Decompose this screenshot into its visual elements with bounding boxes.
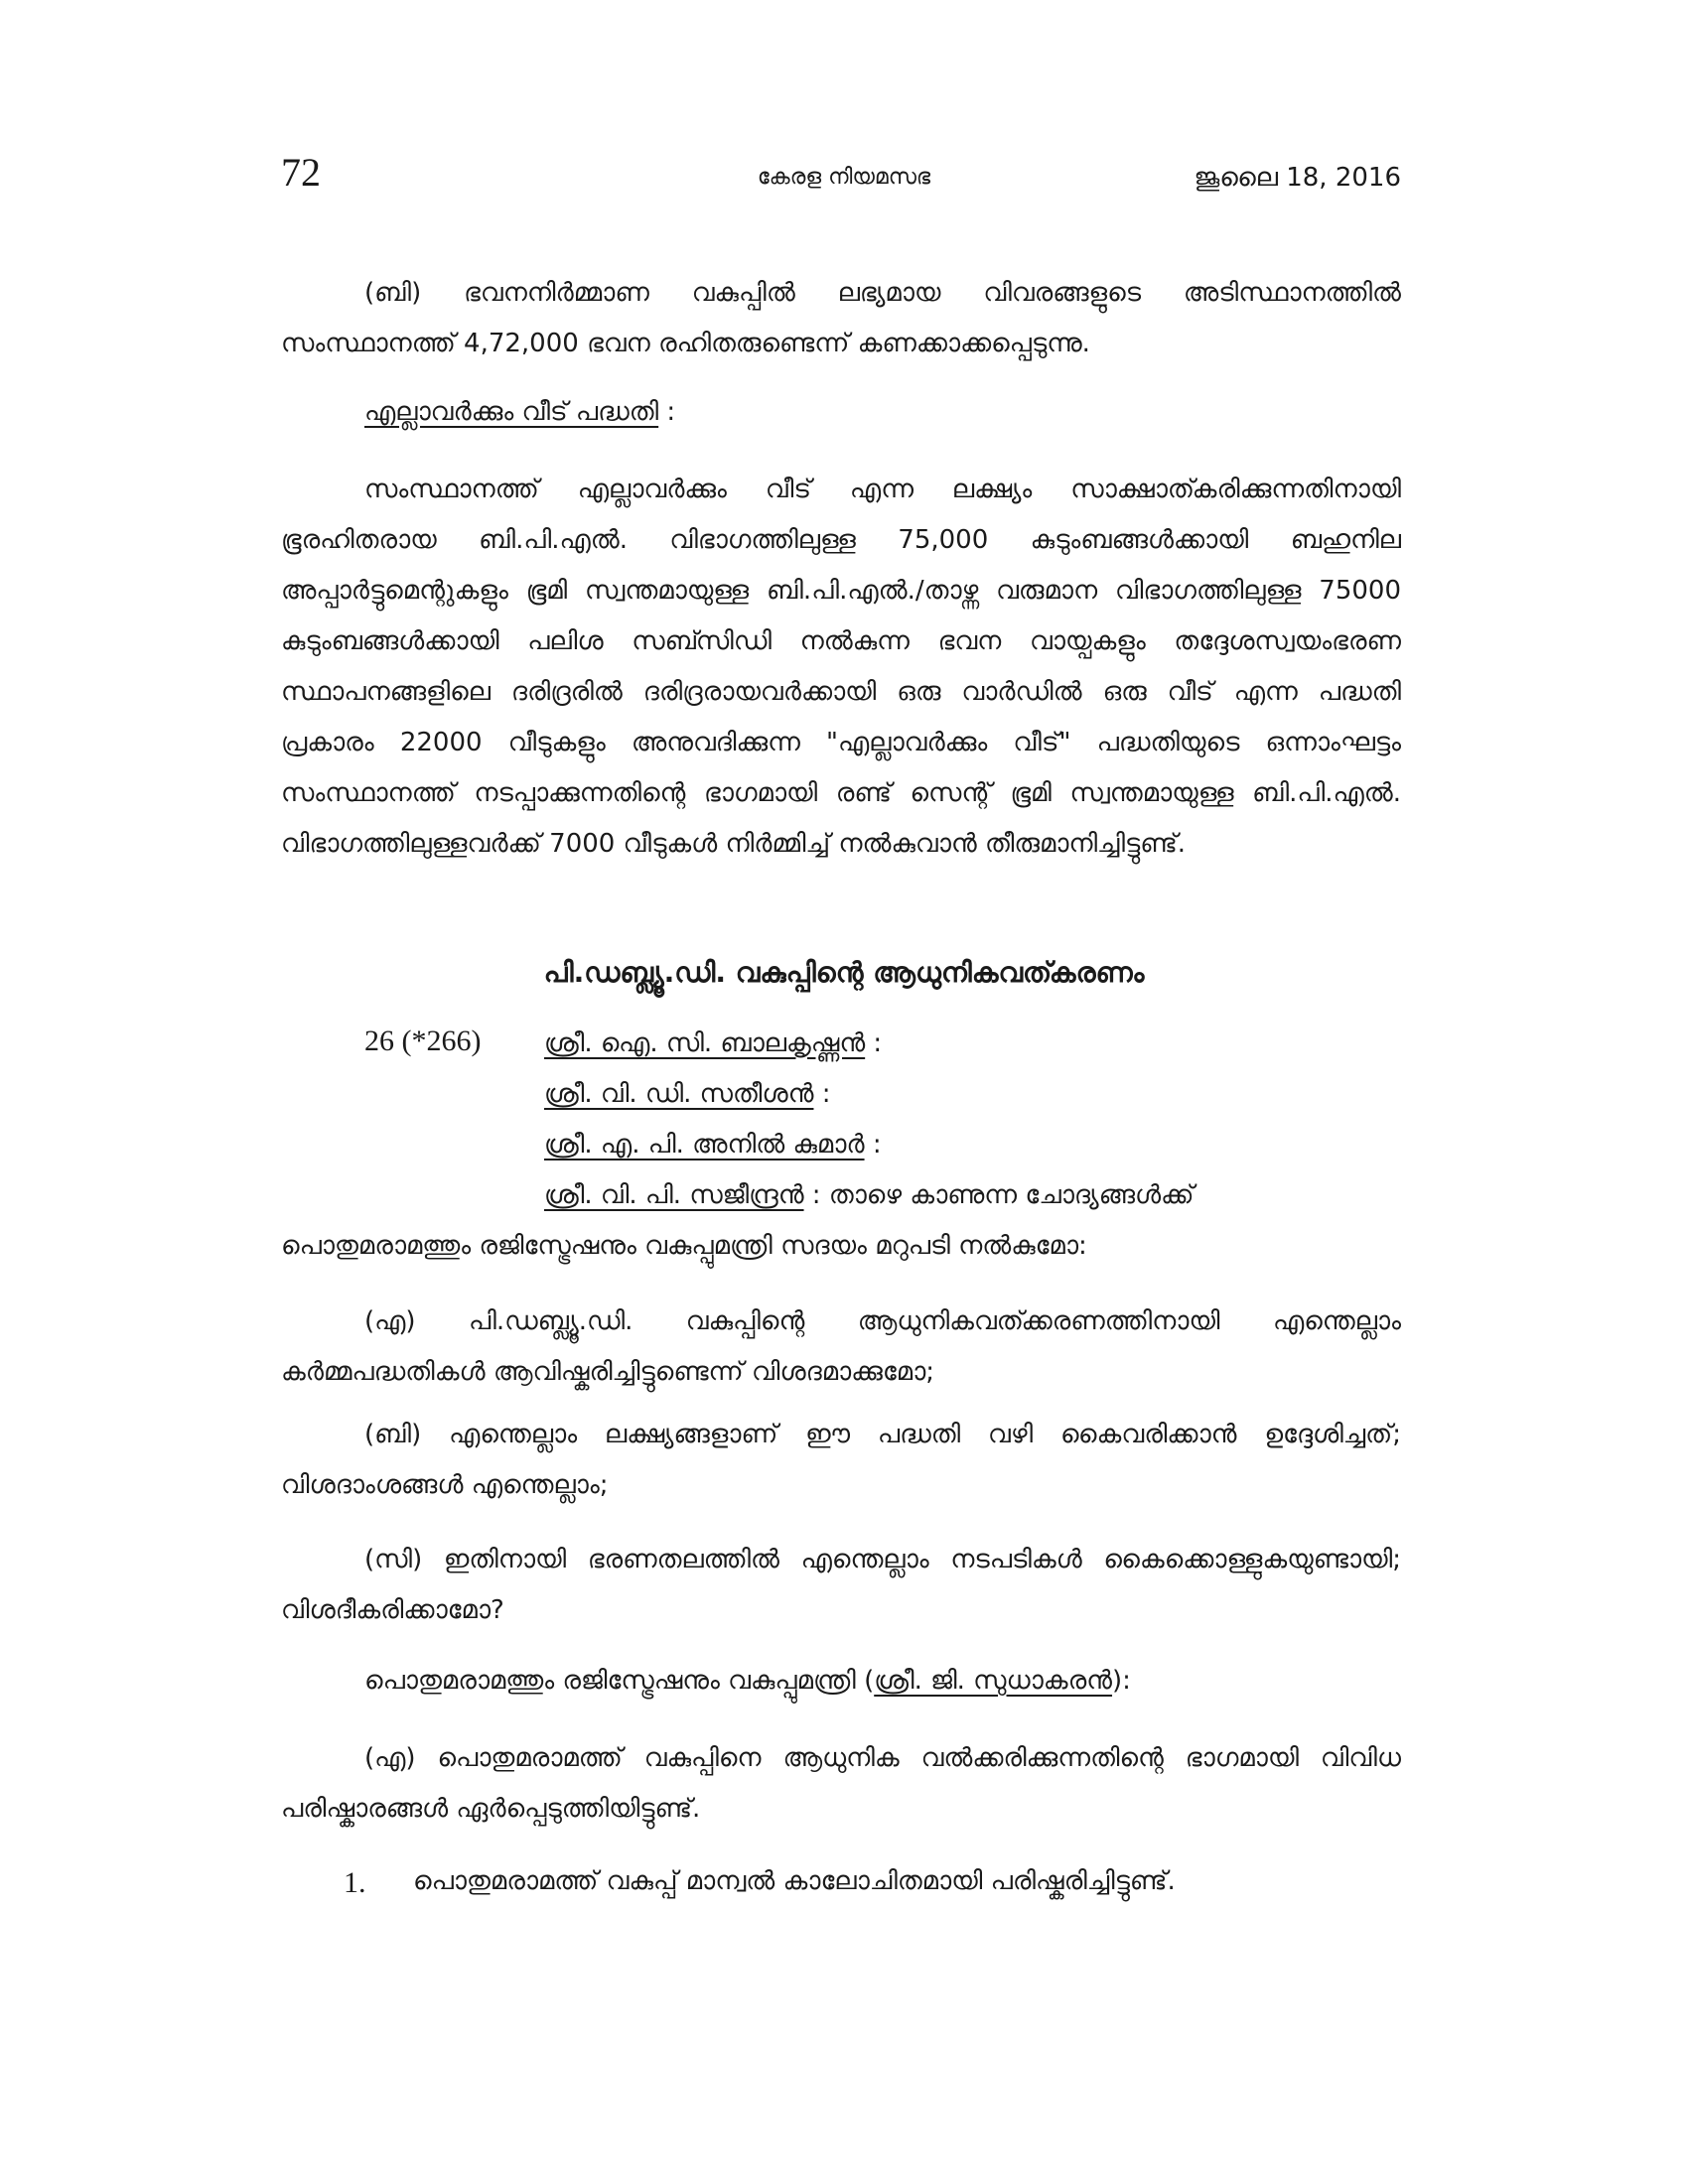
member-colon: : bbox=[813, 1079, 831, 1109]
scheme-heading-text: എല്ലാവർക്കും വീട് പദ്ധതി bbox=[364, 397, 659, 427]
member-2 bbox=[544, 1079, 830, 1110]
minister-name: ശ്രീ. ജി. സുധാകരൻ bbox=[874, 1666, 1113, 1696]
list-item-text: പൊതുമരാമത്ത് വകുപ്പ് മാന്വൽ കാലോചിതമായി പരിഷ്കരിച്ചിട്ടുണ്ട്. bbox=[413, 1866, 1176, 1896]
question-item-b bbox=[281, 1410, 1401, 1511]
member-tail: : താഴെ കാണുന്ന ചോദ്യങ്ങൾക്ക് bbox=[803, 1180, 1195, 1210]
member-colon: : bbox=[865, 1028, 883, 1058]
minister-title: പൊതുമരാമത്തും രജിസ്ട്രേഷനും വകുപ്പുമന്ത്രി ( bbox=[364, 1666, 875, 1696]
member-name: ശ്രീ. വി. പി. സജീന്ദ്രൻ bbox=[544, 1180, 804, 1210]
question-item-c bbox=[281, 1535, 1401, 1636]
header-date: ജൂലൈ 18, 2016 bbox=[1194, 163, 1401, 193]
minister-suffix: ): bbox=[1112, 1666, 1131, 1696]
scheme-heading-colon: : bbox=[658, 397, 676, 427]
question-number: 26 (*266) bbox=[364, 1024, 482, 1057]
member-name: ശ്രീ. ഐ. സി. ബാലകൃഷ്ണൻ bbox=[544, 1028, 866, 1058]
answer-paragraph-a bbox=[281, 1733, 1401, 1835]
section-heading: പി.ഡബ്ല്യൂ.ഡി. വകുപ്പിന്റെ ആധുനികവത്കരണം bbox=[543, 956, 1145, 989]
scheme-heading bbox=[364, 397, 675, 428]
member-4 bbox=[544, 1180, 1401, 1211]
question-item-text: (ബി) എന്തെല്ലാം ലക്ഷ്യങ്ങളാണ് ഈ പദ്ധതി വഴി കൈവരിക്കാൻ ഉദ്ദേശിച്ചത്; വിശദാംശങ്ങൾ എന്തെല്ലാം; bbox=[281, 1420, 1401, 1500]
question-item-a bbox=[281, 1297, 1401, 1398]
member-name: ശ്രീ. വി. ഡി. സതീശൻ bbox=[544, 1079, 814, 1109]
member-3 bbox=[544, 1130, 882, 1160]
answer-paragraph-text: (എ) പൊതുമരാമത്ത് വകുപ്പിനെ ആധുനിക വൽക്കരിക്കുന്നതിന്റെ ഭാഗമായി വിവിധ പരിഷ്കാരങ്ങൾ ഏർപ്പെടുത്തിയിട്ടുണ്ട്. bbox=[281, 1743, 1401, 1824]
page-number: 72 bbox=[281, 150, 321, 195]
member-name: ശ്രീ. എ. പി. അനിൽ കുമാർ bbox=[544, 1130, 865, 1160]
member-colon: : bbox=[864, 1130, 882, 1160]
paragraph-b bbox=[281, 268, 1401, 369]
question-addressee: പൊതുമരാമത്തും രജിസ്ട്രേഷനും വകുപ്പുമന്ത്രി സദയം മറുപടി നൽകുമോ: bbox=[281, 1231, 1087, 1261]
scheme-paragraph bbox=[281, 465, 1401, 870]
paragraph-b-text: (ബി) ഭവനനിർമ്മാണ വകുപ്പിൽ ലഭ്യമായ വിവരങ്ങളുടെ അടിസ്ഥാനത്തിൽ സംസ്ഥാനത്ത് 4,72,000 ഭവന രഹിതരുണ്ടെന്ന് കണക്കാക്കപ്പെടുന്നു. bbox=[281, 278, 1401, 358]
question-item-text: (സി) ഇതിനായി ഭരണതലത്തിൽ എന്തെല്ലാം നടപടികൾ കൈക്കൊള്ളുകയുണ്ടായി; വിശദീകരിക്കാമോ? bbox=[281, 1545, 1401, 1625]
member-1 bbox=[544, 1028, 882, 1059]
scheme-paragraph-text: സംസ്ഥാനത്ത് എല്ലാവർക്കും വീട് എന്ന ലക്ഷ്യം സാക്ഷാത്കരിക്കുന്നതിനായി ഭൂരഹിതരായ ബി.പി.എൽ. വിഭാഗത്തിലുള്ള 75,000 കുടുംബങ്ങൾക്കായി ബഹുനില അപ്പാർട്ടുമെന്റുകളും ഭൂമി സ്വന്തമായുള്ള ബി.പി.എൽ./താഴ്ന്ന വരുമാന വിഭാഗത്തിലുള്ള 75000 കുടുംബങ്ങൾക്കായി പലിശ സബ്സിഡി നൽകുന്ന ഭവന വായ്പകളും തദ്ദേശസ്വയംഭരണ സ്ഥാപനങ്ങളിലെ ദരിദ്രരിൽ ദരിദ്രരായവർക്കായി ഒരു വാർഡിൽ ഒരു വീട് എന്ന പദ്ധതി പ്രകാരം 22000 വീടുകളും അനുവദിക്കുന്ന "എല്ലാവർക്കും വീട്" പദ്ധതിയുടെ ഒന്നാംഘട്ടം സംസ്ഥാനത്ത് നടപ്പാക്കുന്നതിന്റെ ഭാഗമായി രണ്ട് സെന്റ് ഭൂമി സ്വന്തമായുള്ള ബി.പി.എൽ. വിഭാഗത്തിലുള്ളവർക്ക് 7000 വീടുകൾ നിർമ്മിച്ച് നൽകുവാൻ തീരുമാനിച്ചിട്ടുണ്ട്. bbox=[281, 475, 1401, 859]
minister-line bbox=[364, 1666, 1131, 1697]
question-item-text: (എ) പി.ഡബ്ല്യൂ.ഡി. വകുപ്പിന്റെ ആധുനികവത്ക്കരണത്തിനായി എന്തെല്ലാം കർമ്മപദ്ധതികൾ ആവിഷ്കരിച്ചിട്ടുണ്ടെന്ന് വിശദമാക്കുമോ; bbox=[281, 1306, 1401, 1387]
running-title: കേരള നിയമസഭ bbox=[757, 165, 931, 190]
list-item-number: 1. bbox=[344, 1866, 366, 1899]
